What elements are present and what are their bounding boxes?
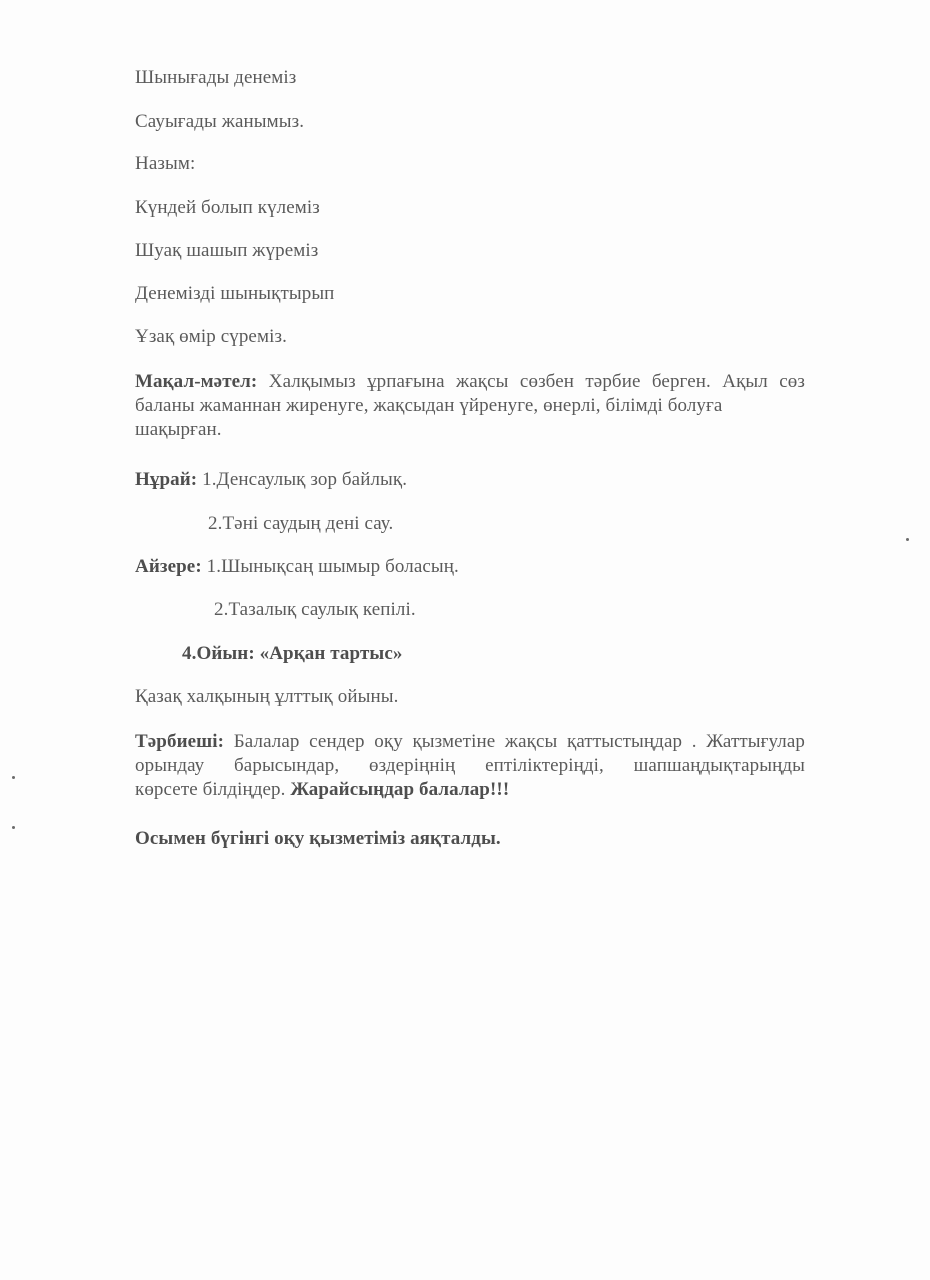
nurai-label: Нұрай: (135, 469, 198, 490)
poem-line-5: Денемізді шынықтырып (135, 283, 335, 304)
aizere-label: Айзере: (135, 556, 202, 577)
closing-line: Осымен бүгінгі оқу қызметіміз аяқталды. (135, 828, 501, 849)
poem-line-1: Шынығады денеміз (135, 67, 297, 88)
proverb-text-1: Халқымыз ұрпағына жақсы сөзбен тәрбие берген. Ақыл сөз (268, 371, 805, 392)
scan-speck (12, 776, 15, 779)
poem-line-2: Сауығады жанымыз. (135, 111, 305, 132)
teacher-praise: Жарайсыңдар балалар!!! (290, 779, 510, 800)
poem-line-6: Ұзақ өмір сүреміз. (135, 326, 287, 347)
aizere-line-1 (135, 555, 459, 579)
teacher-text-1: Балалар сендер оқу қызметіне жақсы қаттыстыңдар . Жаттығулар (233, 731, 805, 752)
teacher-text-3: көрсете білдіңдер. (135, 779, 286, 800)
aizere-item-1: 1.Шынықсаң шымыр боласың. (206, 556, 459, 577)
speaker-nazym: Назым: (135, 153, 196, 174)
scan-speck (12, 826, 15, 829)
nurai-item-2: 2.Тәні саудың дені сау. (208, 513, 394, 534)
scan-speck (906, 538, 909, 541)
aizere-item-2: 2.Тазалық саулық кепілі. (214, 599, 416, 620)
teacher-label: Тәрбиеші: (135, 731, 225, 752)
poem-line-4: Шуақ шашып жүреміз (135, 240, 319, 261)
teacher-text-2: орындау барысындар, өздеріңнің ептіліктеріңді, шапшаңдықтарыңды (135, 755, 805, 776)
teacher-paragraph (135, 730, 805, 802)
nurai-line-1 (135, 468, 407, 492)
proverb-paragraph (135, 370, 805, 442)
proverb-text-2: баланы жаманнан жиренуге, жақсыдан үйренуге, өнерлі, білімді болуға (135, 395, 723, 416)
poem-line-3: Күндей болып күлеміз (135, 197, 320, 218)
nurai-item-1: 1.Денсаулық зор байлық. (202, 469, 408, 490)
game-description: Қазақ халқының ұлттық ойыны. (135, 686, 399, 707)
proverb-text-3: шақырған. (135, 419, 222, 440)
game-title: 4.Ойын: «Арқан тартыс» (182, 643, 403, 664)
proverb-label: Мақал-мәтел: (135, 371, 258, 392)
